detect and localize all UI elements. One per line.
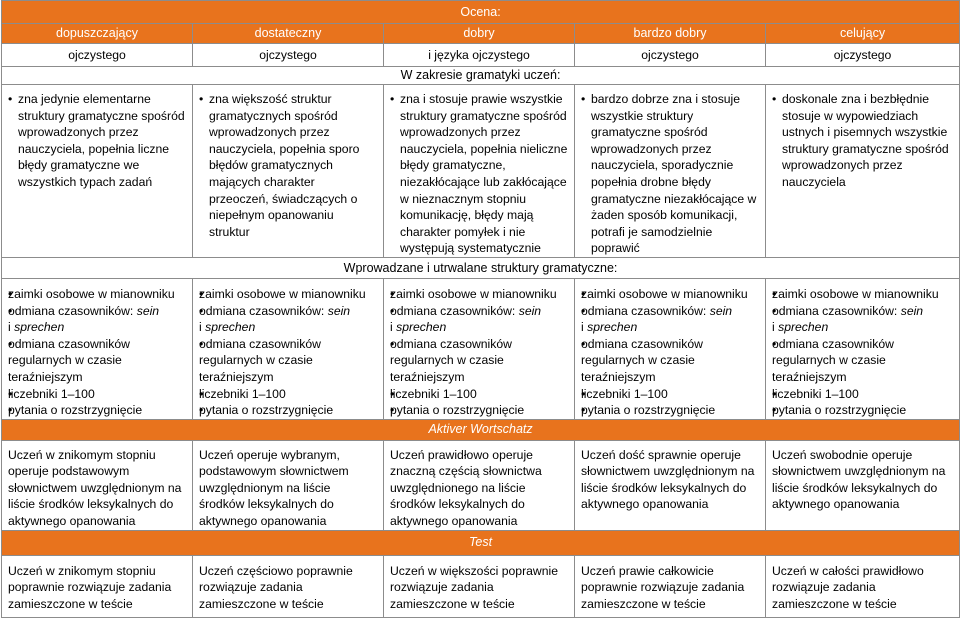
verb-sprechen: sprechen: [396, 320, 447, 335]
structure-item: • liczebniki 1–100: [199, 386, 377, 403]
structure-text: odmiana czasowników:: [581, 303, 707, 318]
test-cell: Uczeń w całości prawidłowo rozwiązuje zadania zamieszczone w teście: [766, 555, 960, 617]
structure-item: • pytania o rozstrzygnięcie: [772, 402, 953, 419]
structure-item: • liczebniki 1–100: [581, 386, 759, 403]
descriptor-cell: [384, 85, 575, 258]
structure-item: [8, 303, 186, 320]
structure-item: • liczebniki 1–100: [8, 386, 186, 403]
grade-celujacy: celujący: [766, 24, 960, 44]
verb-sein: sein: [518, 303, 542, 318]
vocabulary-cell: Uczeń prawidłowo operuje znaczną częścią słownictwa uwzględnionego na liście środków leksykalnych do aktywnego opanowania: [384, 440, 575, 530]
test-cell: Uczeń w znikomym stopniu poprawnie rozwiązuje zadania zamieszczone w teście: [2, 555, 193, 617]
structure-item: • odmiana czasowników regularnych w czasie teraźniejszym: [199, 336, 377, 386]
verb-sein: sein: [900, 303, 924, 318]
grade-dostateczny: dostateczny: [193, 24, 384, 44]
structure-text: odmiana czasowników:: [772, 303, 898, 318]
descriptor-text: • zna jedynie elementarne struktury gramatyczne spośród wprowadzonych przez nauczyciela, popełnia liczne błędy gramatyczne we wszystkich typach zadań: [8, 91, 186, 191]
structure-item: • zaimki osobowe w mianowniku: [199, 286, 377, 303]
descriptor-text: • doskonale zna i bezbłędnie stosuje w wypowiedziach ustnych i pisemnych wszystkie struktury gramatyczne spośród wprowadzonych przez nauczyciela: [772, 91, 953, 191]
genitive-cell: ojczystego: [575, 44, 766, 67]
genitive-cell: ojczystego: [2, 44, 193, 67]
structure-item: • pytania o rozstrzygnięcie: [199, 402, 377, 419]
structure-item: [581, 303, 759, 320]
structure-item: • pytania o rozstrzygnięcie: [390, 402, 568, 419]
aktiver-wortschatz-heading: Aktiver Wortschatz: [2, 419, 960, 440]
structure-text: odmiana czasowników:: [390, 303, 516, 318]
structures-heading: Wprowadzane i utrwalane struktury gramatyczne:: [2, 257, 960, 278]
structure-item: • odmiana czasowników regularnych w czasie teraźniejszym: [581, 336, 759, 386]
verb-sein: sein: [327, 303, 351, 318]
verb-sprechen: sprechen: [205, 320, 256, 335]
structure-text: i: [199, 320, 206, 335]
verb-sprechen: sprechen: [587, 320, 638, 335]
test-cell: Uczeń w większości poprawnie rozwiązuje zadania zamieszczone w teście: [384, 555, 575, 617]
structure-item: • odmiana czasowników regularnych w czasie teraźniejszym: [772, 336, 953, 386]
structures-cell: [2, 278, 193, 419]
structure-item: • liczebniki 1–100: [390, 386, 568, 403]
descriptor-text: • bardzo dobrze zna i stosuje wszystkie struktury gramatyczne spośród wprowadzonych przez nauczyciela, sporadycznie popełnia drobne błędy gramatyczne niezakłócające w żaden sposób komunikacji, potrafi je samodzielnie poprawić: [581, 91, 759, 257]
structure-item: • pytania o rozstrzygnięcie: [8, 402, 186, 419]
descriptor-text: • zna i stosuje prawie wszystkie struktury gramatyczne spośród wprowadzonych przez nauczyciela, popełnia nieliczne błędy gramatyczne, niezakłócające lub zakłócające w nieznacznym stopniu komunikację, błędy mają charakter pomyłek i nie występują systematycznie: [390, 91, 568, 257]
grade-bardzo-dobry: bardzo dobry: [575, 24, 766, 44]
test-cell: Uczeń częściowo poprawnie rozwiązuje zadania zamieszczone w teście: [193, 555, 384, 617]
descriptor-cell: [193, 85, 384, 258]
grade-dobry: dobry: [384, 24, 575, 44]
structure-text: odmiana czasowników:: [199, 303, 325, 318]
structures-cell: [766, 278, 960, 419]
grading-table: [1, 0, 960, 618]
structure-item: [199, 303, 377, 320]
grammar-section-heading: W zakresie gramatyki uczeń:: [2, 67, 960, 85]
vocabulary-cell: Uczeń swobodnie operuje słownictwem uwzględnionym na liście środków leksykalnych do aktywnego opanowania: [766, 440, 960, 530]
structure-item: • pytania o rozstrzygnięcie: [581, 402, 759, 419]
structures-cell: [384, 278, 575, 419]
descriptor-text: • zna większość struktur gramatycznych spośród wprowadzonych przez nauczyciela, popełnia sporo błędów gramatycznych mających charakter przeoczeń, świadczących o niepełnym opanowaniu struktur: [199, 91, 377, 240]
structure-item: [772, 303, 953, 320]
structure-item: • zaimki osobowe w mianowniku: [8, 286, 186, 303]
structure-text: i: [8, 320, 15, 335]
structure-text: i: [390, 320, 397, 335]
descriptor-cell: [766, 85, 960, 258]
structure-text: i: [772, 320, 779, 335]
ocena-header: Ocena:: [2, 1, 960, 24]
structures-cell: [575, 278, 766, 419]
structure-item-cont: [8, 319, 186, 336]
structure-item-cont: [199, 319, 377, 336]
structure-item-cont: [390, 319, 568, 336]
genitive-cell: ojczystego: [766, 44, 960, 67]
structure-item: • odmiana czasowników regularnych w czasie teraźniejszym: [8, 336, 186, 386]
descriptor-cell: [2, 85, 193, 258]
vocabulary-cell: Uczeń operuje wybranym, podstawowym słownictwem uwzględnionym na liście środków leksykalnych do aktywnego opanowania: [193, 440, 384, 530]
verb-sprechen: sprechen: [14, 320, 65, 335]
vocabulary-cell: Uczeń dość sprawnie operuje słownictwem uwzględnionym na liście środków leksykalnych do aktywnego opanowania: [575, 440, 766, 530]
structures-cell: [193, 278, 384, 419]
structure-text: odmiana czasowników:: [8, 303, 134, 318]
structure-item: • zaimki osobowe w mianowniku: [772, 286, 953, 303]
vocabulary-cell: Uczeń w znikomym stopniu operuje podstawowym słownictwem uwzględnionym na liście środków leksykalnych do aktywnego opanowania: [2, 440, 193, 530]
grade-dopuszczajacy: dopuszczający: [2, 24, 193, 44]
genitive-cell: ojczystego: [193, 44, 384, 67]
test-heading: Test: [2, 530, 960, 555]
genitive-cell: i języka ojczystego: [384, 44, 575, 67]
verb-sein: sein: [136, 303, 160, 318]
structure-text: i: [581, 320, 588, 335]
verb-sprechen: sprechen: [778, 320, 829, 335]
test-cell: Uczeń prawie całkowicie poprawnie rozwiązuje zadania zamieszczone w teście: [575, 555, 766, 617]
structure-item: [390, 303, 568, 320]
structure-item: • zaimki osobowe w mianowniku: [581, 286, 759, 303]
verb-sein: sein: [709, 303, 733, 318]
structure-item: • liczebniki 1–100: [772, 386, 953, 403]
structure-item-cont: [581, 319, 759, 336]
descriptor-cell: [575, 85, 766, 258]
structure-item: • zaimki osobowe w mianowniku: [390, 286, 568, 303]
structure-item: • odmiana czasowników regularnych w czasie teraźniejszym: [390, 336, 568, 386]
structure-item-cont: [772, 319, 953, 336]
